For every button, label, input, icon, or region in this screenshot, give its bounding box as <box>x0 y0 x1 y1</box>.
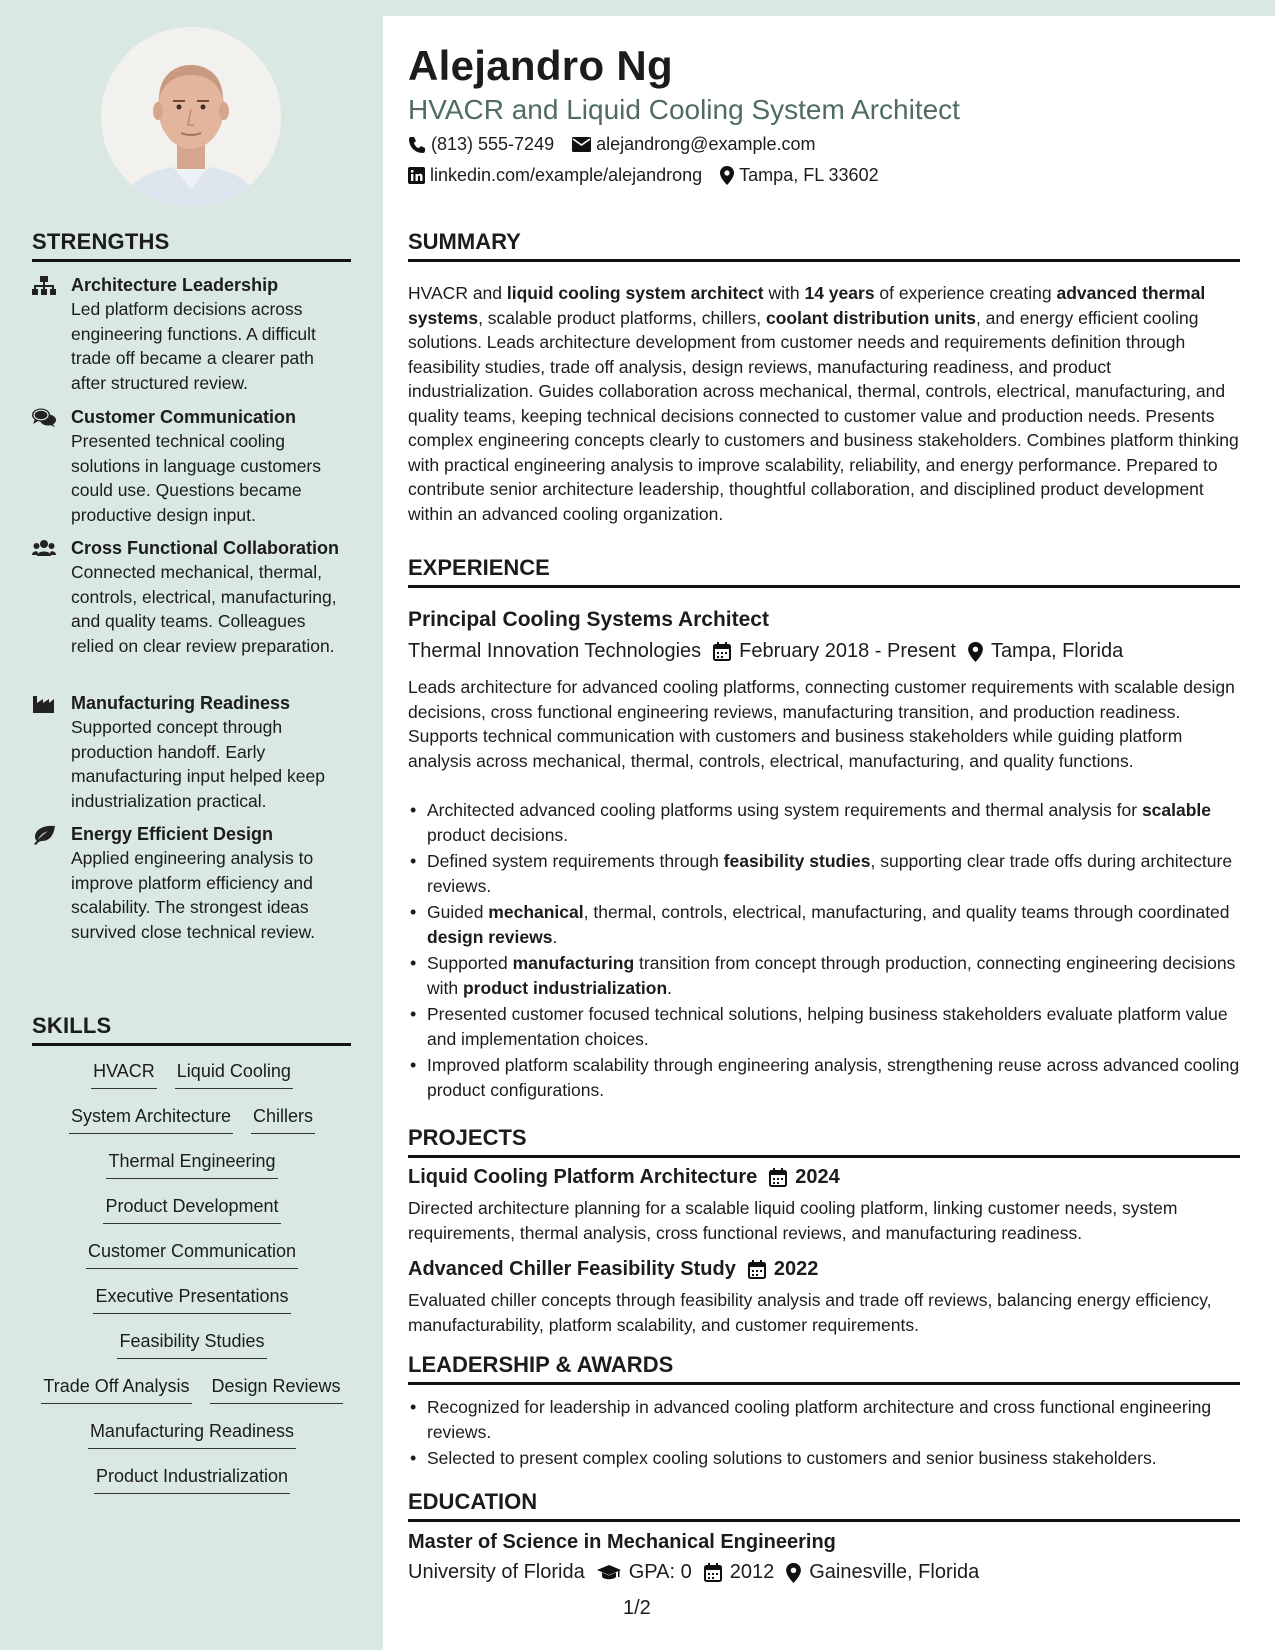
text-segment: , scalable product platforms, chillers, <box>478 307 766 328</box>
experience-bullet <box>408 900 1240 949</box>
strength-item <box>32 691 352 813</box>
strength-desc: Supported concept through production handoff. Early manufacturing input helped keep industrialization practical. <box>71 717 325 811</box>
strength-title: Manufacturing Readiness <box>71 693 291 713</box>
emphasis-text: 14 years <box>804 283 875 303</box>
degree-title: Master of Science in Mechanical Engineering <box>408 1531 836 1553</box>
skill-row <box>32 1103 352 1148</box>
strength-desc: Presented technical cooling solutions in language customers could use. Questions became productive design input. <box>71 431 322 525</box>
strength-item <box>32 536 352 658</box>
project-title: Advanced Chiller Feasibility Study <box>408 1258 736 1280</box>
skill-tag: Chillers <box>251 1103 315 1134</box>
strength-title: Cross Functional Collaboration <box>71 538 340 558</box>
skill-tag: Feasibility Studies <box>117 1328 266 1359</box>
skill-row <box>32 1148 352 1193</box>
skill-tag: Trade Off Analysis <box>41 1373 191 1404</box>
text-segment: of experience creating <box>874 283 1057 303</box>
header-strip <box>383 0 1275 16</box>
emphasis-text: advanced thermal systems <box>408 283 1206 328</box>
experience-bullets <box>408 798 1240 1104</box>
location-text: Tampa, FL 33602 <box>739 165 879 185</box>
strength-desc: Led platform decisions across engineering functions. A difficult trade off became a clearer path after structured review. <box>71 299 316 393</box>
text-segment: . <box>552 926 558 947</box>
job-description: Leads architecture for advanced cooling platforms, connecting customer requirements with scalable design decisions, cross functional engineering reviews, manufacturing transition, and production readiness. Supports technical communication with customers and business stakeholders while guiding platform analysis across mechanical, thermal, controls, electrical, manufacturing, and quality functions. <box>408 677 1235 771</box>
phone-contact[interactable] <box>408 134 554 155</box>
summary-text <box>408 281 1240 526</box>
experience-bullet <box>408 1053 1240 1102</box>
text-segment: . <box>667 977 673 998</box>
strength-item <box>32 405 352 527</box>
emphasis-text: scalable <box>1141 800 1212 820</box>
education-location <box>786 1561 979 1584</box>
strength-title: Architecture Leadership <box>71 275 279 295</box>
skill-tag: Manufacturing Readiness <box>88 1418 296 1449</box>
contact-row <box>408 165 879 186</box>
strength-desc: Connected mechanical, thermal, controls, electrical, manufacturing, and quality teams. Colleagues relied on clear review preparation. <box>71 562 337 656</box>
profile-photo <box>101 27 281 207</box>
candidate-name: Alejandro Ng <box>408 42 673 89</box>
skill-row <box>32 1418 352 1463</box>
email-contact[interactable] <box>572 134 815 155</box>
map-pin-icon <box>968 642 983 662</box>
leadership-heading: LEADERSHIP & AWARDS <box>408 1352 1240 1385</box>
sitemap-icon <box>32 276 56 296</box>
job-meta <box>408 640 1123 663</box>
experience-heading: EXPERIENCE <box>408 555 1240 588</box>
school-name: University of Florida <box>408 1561 585 1583</box>
skill-tag: Liquid Cooling <box>175 1058 293 1089</box>
text-segment: transition from concept through production, connecting engineering decisions with <box>427 953 1236 998</box>
phone-icon <box>408 136 426 154</box>
project-year-text: 2022 <box>773 1258 819 1280</box>
envelope-icon <box>572 137 591 152</box>
map-pin-icon <box>720 166 734 185</box>
education-gpa <box>597 1561 692 1584</box>
text-segment: product decisions. <box>427 824 569 845</box>
page-number: 1/2 <box>623 1597 651 1619</box>
calendar-icon <box>713 642 731 661</box>
education-meta <box>408 1561 979 1584</box>
job-location-text: Tampa, Florida <box>990 640 1124 662</box>
location-contact <box>720 165 878 186</box>
emphasis-text: feasibility studies <box>723 851 871 871</box>
leaf-icon <box>32 825 56 845</box>
skill-tag: Design Reviews <box>210 1373 343 1404</box>
skill-tag: Product Industrialization <box>94 1463 290 1494</box>
education-heading: EDUCATION <box>408 1489 1240 1522</box>
dates-text: February 2018 - Present <box>739 640 956 662</box>
strength-title: Customer Communication <box>71 407 297 427</box>
job-dates <box>713 640 956 663</box>
emphasis-text: coolant distribution units <box>765 307 976 328</box>
job-location <box>968 640 1123 663</box>
strength-title: Energy Efficient Design <box>71 824 274 844</box>
users-icon <box>32 539 56 559</box>
gpa-text: GPA: 0 <box>628 1561 692 1583</box>
text-segment: , thermal, controls, electrical, manufacturing, and quality teams through coordinated <box>583 902 1230 922</box>
skill-tag: Thermal Engineering <box>106 1148 277 1179</box>
text-segment: , and energy efficient cooling solutions. Leads architecture development from customer needs and requirements definition through feasibility studies, trade off analysis, design reviews, manufacturing readiness, and product industrialization. Guides collaboration across mechanical, thermal, controls, electrical, manufacturing, and quality teams, keeping technical decisions connected to customer value and production needs. Presents complex engineering concepts clearly to customers and business stakeholders. Combines platform thinking with practical engineering analysis to improve scalability, reliability, and energy performance. Prepared to contribute senior architecture leadership, thoughtful collaboration, and disciplined product development within an advanced cooling organization. <box>408 307 1239 524</box>
skill-row <box>32 1328 352 1373</box>
skills-heading: SKILLS <box>32 1013 351 1046</box>
projects-heading: PROJECTS <box>408 1125 1240 1158</box>
job-title: Principal Cooling Systems Architect <box>408 608 769 631</box>
phone-text: (813) 555-7249 <box>431 134 555 154</box>
strength-desc: Applied engineering analysis to improve platform efficiency and scalability. The strongest ideas survived close technical review. <box>71 848 316 942</box>
project-desc: Directed architecture planning for a scalable liquid cooling platform, linking customer needs, system requirements, thermal analysis, cross functional reviews, and manufacturing readiness. <box>408 1198 1178 1243</box>
linkedin-icon <box>408 167 425 184</box>
linkedin-contact[interactable] <box>408 165 702 186</box>
project-title: Liquid Cooling Platform Architecture <box>408 1166 758 1188</box>
calendar-icon <box>748 1260 766 1279</box>
project-title-row <box>408 1258 818 1281</box>
skill-tag: System Architecture <box>69 1103 233 1134</box>
skill-row <box>32 1283 352 1328</box>
text-segment: with <box>763 283 805 303</box>
education-location-text: Gainesville, Florida <box>809 1561 980 1583</box>
leadership-bullets <box>408 1395 1240 1473</box>
company-name: Thermal Innovation Technologies <box>408 640 702 662</box>
project-year-text: 2024 <box>795 1166 840 1188</box>
skill-row <box>32 1463 352 1508</box>
leadership-item: • Recognized for leadership in advanced cooling platform architecture and cross functional engineering reviews. <box>408 1395 1240 1444</box>
strengths-heading: STRENGTHS <box>32 229 351 262</box>
skill-row <box>32 1058 352 1103</box>
skill-tag: Product Development <box>103 1193 280 1224</box>
contact-row <box>408 134 816 155</box>
emphasis-text: liquid cooling system architect <box>506 283 764 303</box>
emphasis-text: mechanical <box>488 902 584 922</box>
education-year-text: 2012 <box>729 1561 775 1583</box>
linkedin-text: linkedin.com/example/alejandrong <box>430 165 703 185</box>
project-year <box>748 1258 819 1281</box>
skill-row <box>32 1193 352 1238</box>
project-desc: Evaluated chiller concepts through feasibility analysis and trade off reviews, balancing energy efficiency, manufacturability, platform scalability, and customer requirements. <box>408 1290 1212 1335</box>
experience-bullet <box>408 798 1240 847</box>
leadership-item: • Selected to present complex cooling solutions to customers and senior business stakeholders. <box>408 1446 1240 1471</box>
experience-bullet <box>408 951 1240 1000</box>
calendar-icon <box>704 1563 722 1582</box>
strength-item <box>32 822 352 944</box>
text-segment: Defined system requirements through <box>427 851 724 871</box>
skill-row <box>32 1238 352 1283</box>
strength-item <box>32 273 352 395</box>
emphasis-text: design reviews <box>427 926 553 947</box>
text-segment: Architected advanced cooling platforms using system requirements and thermal analysis for <box>427 800 1142 820</box>
experience-bullet <box>408 849 1240 898</box>
education-year <box>704 1561 775 1584</box>
text-segment: HVACR and <box>408 283 507 303</box>
text-segment: , supporting clear trade offs during architecture reviews. <box>427 851 1233 896</box>
text-segment: Improved platform scalability through engineering analysis, strengthening reuse across advanced cooling product configurations. <box>427 1055 1240 1100</box>
skill-row <box>32 1373 352 1418</box>
skill-tag: HVACR <box>91 1058 157 1089</box>
calendar-icon <box>769 1168 787 1187</box>
project-title-row <box>408 1166 840 1189</box>
skills-list <box>32 1058 352 1508</box>
candidate-role: HVACR and Liquid Cooling System Architect <box>408 94 960 125</box>
emphasis-text: product industrialization <box>462 977 668 998</box>
text-segment: Guided <box>427 902 489 922</box>
graduation-cap-icon <box>597 1564 621 1581</box>
map-pin-icon <box>786 1563 801 1583</box>
email-text: alejandrong@example.com <box>596 134 816 154</box>
summary-heading: SUMMARY <box>408 229 1240 262</box>
text-segment: Supported <box>427 953 513 973</box>
comments-icon <box>32 408 56 428</box>
experience-bullet <box>408 1002 1240 1051</box>
text-segment: Presented customer focused technical solutions, helping business stakeholders evaluate platform value and implementation choices. <box>427 1004 1228 1049</box>
skill-tag: Executive Presentations <box>93 1283 290 1314</box>
industry-icon <box>32 694 56 714</box>
skill-tag: Customer Communication <box>86 1238 298 1269</box>
project-year <box>769 1166 840 1189</box>
emphasis-text: manufacturing <box>512 953 635 973</box>
